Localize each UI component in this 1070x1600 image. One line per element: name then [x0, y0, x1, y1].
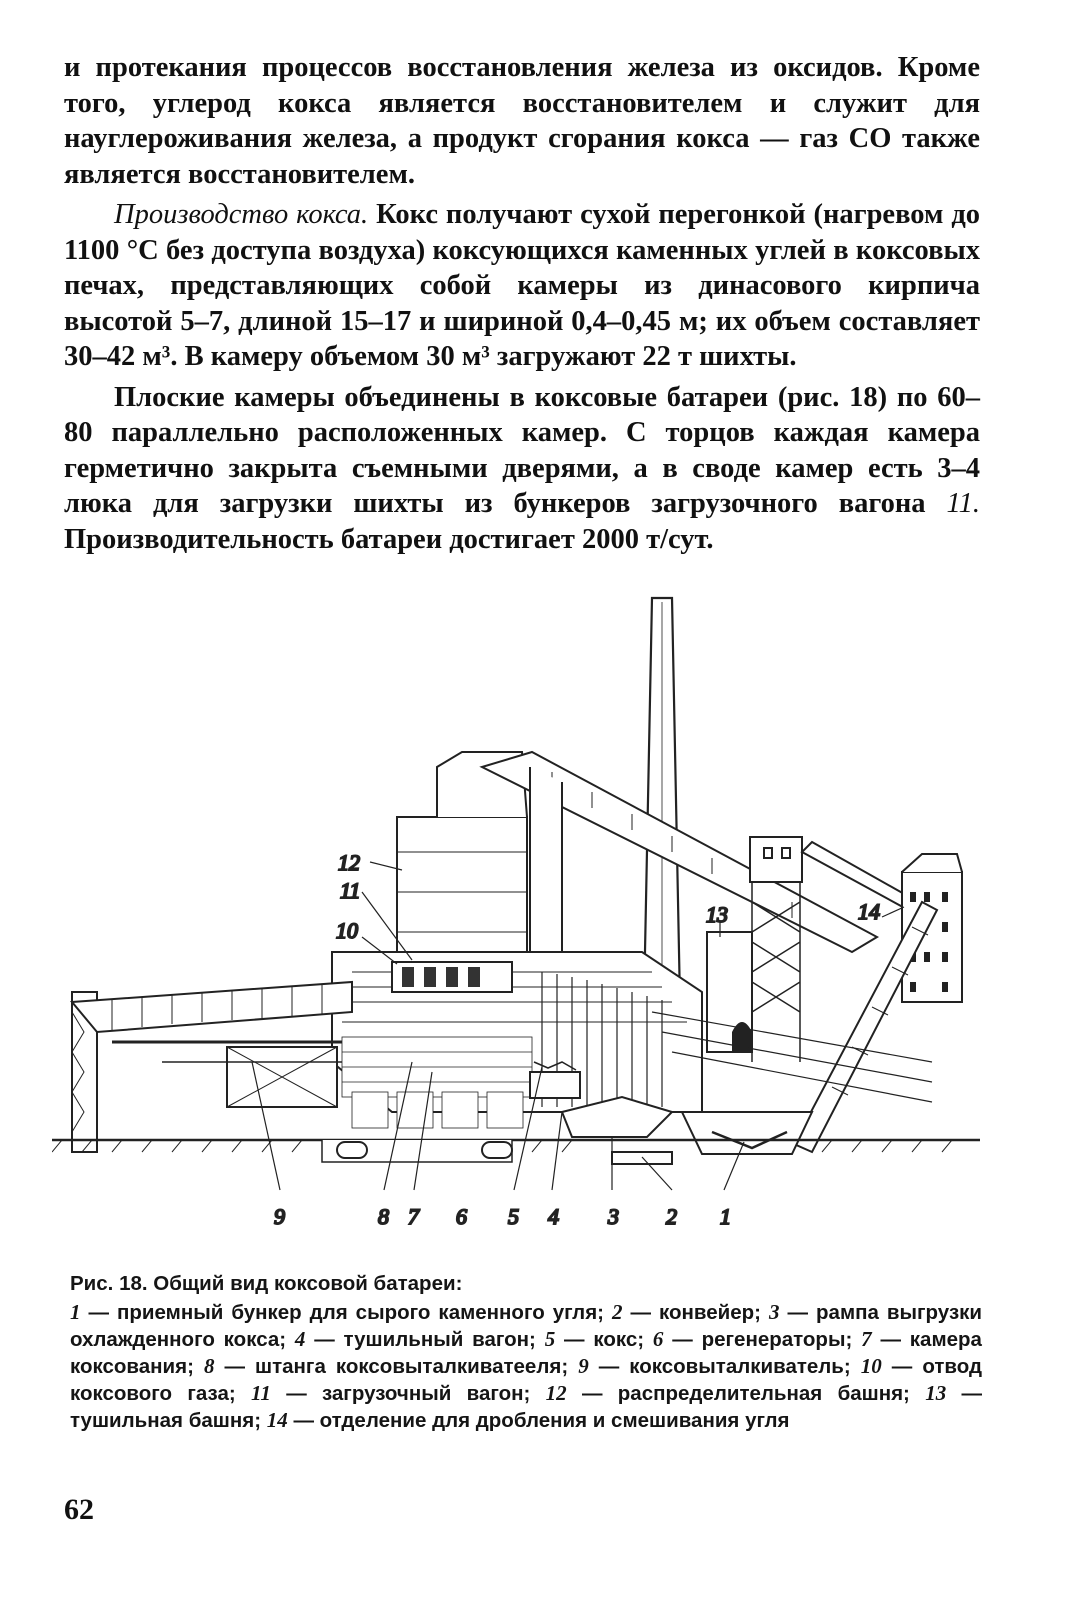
legend-text: — рампа выгрузки охлажденного кокса;	[70, 1301, 982, 1351]
caption-legend	[70, 1299, 982, 1434]
figure-number-2: 2	[666, 1204, 677, 1229]
figure-number-3: 3	[608, 1204, 619, 1229]
legend-number: 7	[861, 1327, 872, 1351]
figure-number-6: 6	[456, 1204, 467, 1229]
figure-ref: 11.	[946, 488, 981, 519]
legend-text: — тушильный вагон;	[314, 1328, 536, 1351]
legend-text: — приемный бункер для сырого каменного угля;	[88, 1301, 604, 1324]
figure-number-1: 1	[720, 1204, 731, 1229]
section-lead: Производство кокса.	[114, 199, 369, 230]
figure-number-4: 4	[548, 1204, 559, 1229]
legend-number: 9	[578, 1354, 589, 1378]
paragraph-2-text: Кокс получают сухой перегонкой (нагревом до 1100 °С без доступа воздуха) коксующихся каменных углей в коксовых печах, представляющих собой камеры из динасового кирпича высотой 5–7, длиной 15–17 и шириной 0,4–0,45 м; их объем составляет 30–42 м³. В камеру объемом 30 м³ загружают 22 т шихты.	[64, 199, 980, 372]
legend-number: 13	[925, 1381, 947, 1405]
legend-number: 2	[612, 1300, 623, 1324]
receiving-bunker	[682, 1112, 812, 1154]
figure-label-11: 11	[340, 878, 361, 903]
legend-number: 6	[652, 1327, 664, 1351]
legend-text: — конвейер;	[630, 1301, 761, 1324]
legend-number: 3	[769, 1300, 780, 1324]
legend-number: 11	[251, 1381, 271, 1405]
paragraph-2	[64, 197, 980, 375]
legend-text: — кокс;	[564, 1328, 645, 1351]
legend-number: 1	[70, 1300, 81, 1324]
paragraph-1-text: и протекания процессов восстановления железа из оксидов. Кроме того, углерод кокса является восстановителем и служит для науглероживания железа, а продукт сгорания кокса — газ СО также является восстановителем.	[64, 52, 980, 190]
paragraph-1	[64, 50, 980, 192]
legend-number: 12	[545, 1381, 567, 1405]
paragraph-3-tail: Производительность батареи достигает 2000 т/сут.	[64, 523, 714, 555]
legend-text: — отделение для дробления и смешивания угля	[293, 1409, 790, 1432]
figure-number-9: 9	[274, 1204, 285, 1229]
figure-label-12: 12	[338, 850, 360, 875]
body-text	[64, 50, 980, 562]
figure-label-14: 14	[858, 899, 880, 924]
legend-text: — загрузочный вагон;	[286, 1382, 531, 1405]
legend-number: 8	[203, 1354, 215, 1378]
figure-number-8: 8	[378, 1204, 389, 1229]
legend-number: 5	[544, 1327, 556, 1351]
legend-text: — камера коксования;	[70, 1328, 982, 1378]
legend-text: — коксовыталкиватель;	[598, 1355, 851, 1378]
legend-text: — штанга коксовыталкиватееля;	[224, 1355, 569, 1378]
paragraph-3	[64, 380, 980, 558]
legend-text: — тушильная башня;	[70, 1382, 983, 1432]
figure-number-7: 7	[408, 1204, 419, 1229]
coke-battery-illustration	[52, 592, 980, 1240]
legend-number: 10	[860, 1354, 882, 1378]
figure-caption	[70, 1270, 982, 1434]
legend-text: — отвод коксового газа;	[70, 1355, 982, 1405]
legend-number: 4	[294, 1327, 306, 1351]
paragraph-3-text: Плоские камеры объединены в коксовые батареи (рис. 18) по 60–80 параллельно расположенных камер. С торцов каждая камера герметично закрыта съемными дверями, а в своде камер есть 3–4 люка для загрузки шихты из бункеров загрузочного вагона	[64, 381, 980, 519]
figure-label-10: 10	[336, 918, 358, 943]
figure-number-5: 5	[508, 1204, 519, 1229]
page-number: 62	[64, 1493, 94, 1526]
coke-battery-figure	[52, 592, 980, 1240]
legend-text: — регенераторы;	[672, 1328, 853, 1351]
caption-title: Рис. 18. Общий вид коксовой батареи:	[70, 1272, 463, 1295]
legend-text: — распределительная башня;	[581, 1382, 910, 1405]
transfer-tower	[750, 837, 802, 882]
legend-number: 14	[266, 1408, 288, 1432]
figure-label-13: 13	[706, 902, 728, 927]
